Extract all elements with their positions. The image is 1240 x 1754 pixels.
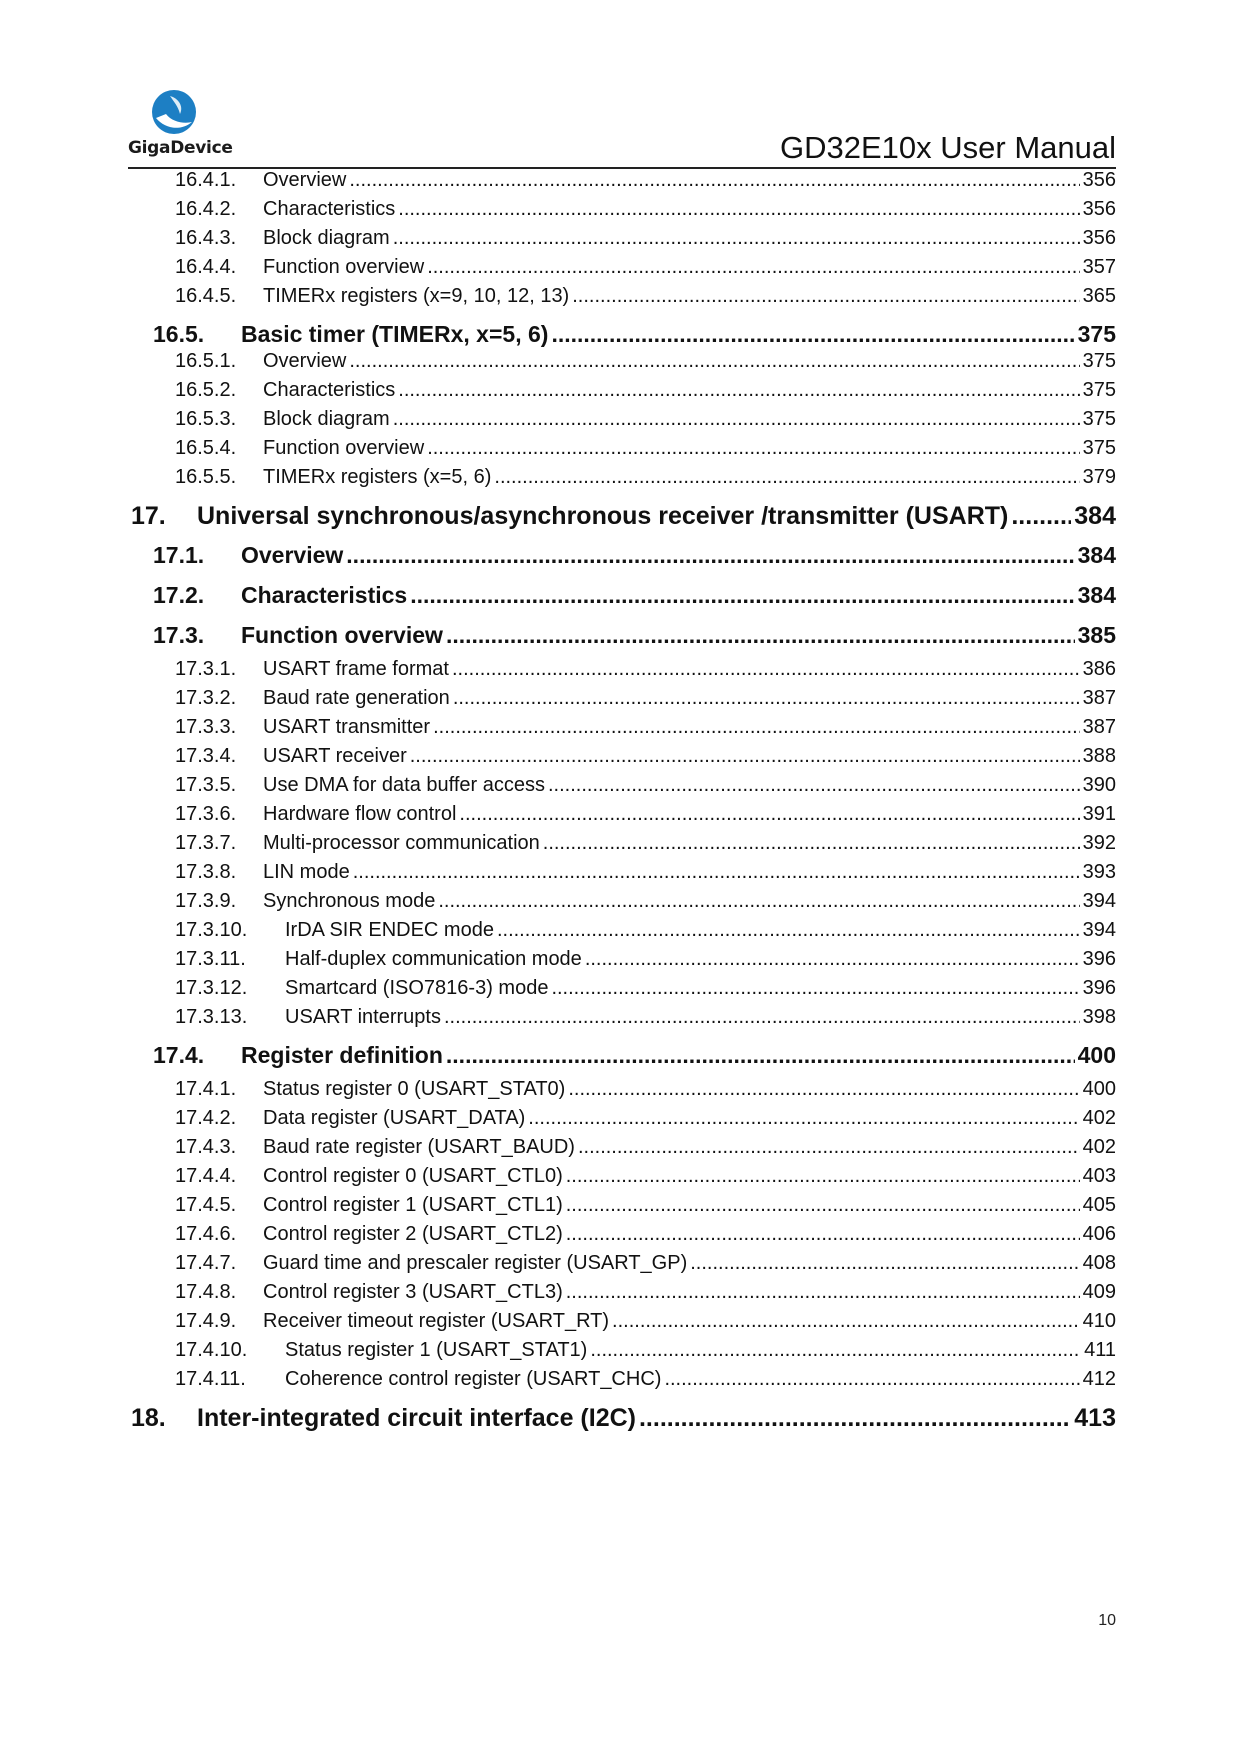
toc-entry-number: 17.4.2. [175, 1107, 237, 1129]
toc-entry-title[interactable]: Baud rate register (USART_BAUD) [263, 1136, 575, 1158]
toc-entry-title[interactable]: Overview [263, 350, 347, 372]
toc-entry-title-line [263, 227, 1083, 250]
toc-entry-number: 17.4.5. [175, 1194, 237, 1216]
toc-entry-page: 384 [1077, 542, 1116, 568]
toc-entry-title-line [263, 285, 1083, 308]
toc-entry-page: 385 [1077, 622, 1116, 648]
toc-entry-number: 17.4.3. [175, 1136, 237, 1158]
toc-entry[interactable] [0, 1368, 1116, 1401]
toc-entry-page: 375 [1077, 321, 1116, 347]
toc-entry-title-line [241, 622, 1078, 649]
toc-entry[interactable] [0, 502, 1116, 542]
toc-entry-title[interactable]: USART interrupts [285, 1006, 441, 1028]
toc-entry-page: 412 [1082, 1368, 1116, 1390]
toc-entry-title[interactable]: TIMERx registers (x=9, 10, 12, 13) [263, 285, 570, 307]
toc-leader-dots [393, 408, 1080, 431]
toc-entry-title-line [263, 658, 1083, 681]
toc-entry-title[interactable]: Inter-integrated circuit interface (I2C) [197, 1404, 636, 1432]
toc-entry-title-line [263, 832, 1083, 855]
toc-entry-title-line [263, 1252, 1083, 1275]
toc-entry-number: 17.4. [153, 1042, 205, 1068]
toc-entry-page: 392 [1082, 832, 1116, 854]
toc-leader-dots [410, 582, 1074, 609]
toc-entry-number: 18. [131, 1404, 166, 1432]
toc-entry-title-line [263, 861, 1083, 884]
toc-entry-number: 17.3. [153, 622, 205, 648]
toc-leader-dots [543, 832, 1080, 855]
toc-leader-dots [346, 542, 1074, 569]
toc-entry-title-line [241, 321, 1078, 348]
toc-entry-title[interactable]: Receiver timeout register (USART_RT) [263, 1310, 610, 1332]
logo-wordmark: GigaDevice [128, 138, 233, 158]
toc-entry-title[interactable]: Multi-processor communication [263, 832, 540, 854]
toc-entry-title[interactable]: Register definition [241, 1042, 443, 1068]
toc-entry-page: 394 [1082, 919, 1116, 941]
toc-entry-number: 17.4.8. [175, 1281, 237, 1303]
toc-entry-title-line [263, 437, 1083, 460]
toc-entry-title-line [263, 169, 1083, 192]
toc-leader-dots [393, 227, 1080, 250]
toc-entry-number: 17.3.7. [175, 832, 237, 854]
toc-entry-page: 394 [1082, 890, 1116, 912]
toc-entry-title-line [197, 1404, 1074, 1433]
toc-entry-number: 17.3.10. [175, 919, 248, 941]
toc-entry-number: 16.5.5. [175, 466, 237, 488]
toc-entry-page: 406 [1082, 1223, 1116, 1245]
toc-leader-dots [566, 1223, 1080, 1246]
toc-entry-number: 17.3.8. [175, 861, 237, 883]
toc-entry-title[interactable]: Coherence control register (USART_CHC) [285, 1368, 662, 1390]
toc-entry-page: 398 [1082, 1006, 1116, 1028]
toc-entry-number: 17.3.1. [175, 658, 237, 680]
toc-entry-number: 17.3.6. [175, 803, 237, 825]
toc-entry-number: 17.3.2. [175, 687, 237, 709]
toc-entry-number: 16.5.1. [175, 350, 237, 372]
toc-leader-dots [568, 1078, 1079, 1101]
toc-leader-dots [349, 350, 1079, 373]
toc-entry-title[interactable]: Control register 1 (USART_CTL1) [263, 1194, 563, 1216]
toc-entry-title-line [285, 948, 1083, 971]
toc-entry-page: 409 [1082, 1281, 1116, 1303]
toc-entry-title-line [263, 716, 1083, 739]
gigadevice-logo-icon [150, 88, 198, 136]
toc-entry-number: 17.3.9. [175, 890, 237, 912]
toc-entry-page: 379 [1082, 466, 1116, 488]
toc-entry-number: 16.5.2. [175, 379, 237, 401]
toc-entry-page: 356 [1082, 227, 1116, 249]
toc-leader-dots [353, 861, 1080, 884]
toc-entry-title[interactable]: Characteristics [263, 379, 396, 401]
toc-leader-dots [446, 1042, 1075, 1069]
toc-leader-dots [494, 466, 1079, 489]
toc-leader-dots [566, 1281, 1080, 1304]
toc-entry-title[interactable]: Status register 0 (USART_STAT0) [263, 1078, 566, 1100]
toc-entry-number: 17.4.11. [175, 1368, 246, 1390]
page-number: 10 [1098, 1612, 1116, 1629]
toc-leader-dots [349, 169, 1079, 192]
toc-entry-title-line [285, 977, 1083, 1000]
toc-entry-title[interactable]: Characteristics [241, 582, 408, 608]
toc-entry-number: 17.3.4. [175, 745, 237, 767]
toc-entry-page: 387 [1082, 716, 1116, 738]
toc-entry-title-line [263, 687, 1083, 710]
toc-leader-dots [459, 803, 1079, 826]
toc-entry-title[interactable]: TIMERx registers (x=5, 6) [263, 466, 492, 488]
toc-leader-dots [578, 1136, 1080, 1159]
toc-entry-title-line [263, 745, 1083, 768]
toc-entry-page: 402 [1082, 1107, 1116, 1129]
toc-entry-title-line [241, 1042, 1078, 1069]
toc-entry-page: 387 [1082, 687, 1116, 709]
toc-leader-dots [427, 437, 1079, 460]
toc-entry-title-line [285, 1339, 1084, 1362]
toc-entry-page: 388 [1082, 745, 1116, 767]
toc-entry-number: 17.2. [153, 582, 205, 608]
toc-entry-title[interactable]: Function overview [263, 437, 425, 459]
toc-entry-title-line [263, 1194, 1083, 1217]
gigadevice-logo [128, 88, 248, 160]
toc-leader-dots [433, 716, 1080, 739]
toc-leader-dots [566, 1194, 1080, 1217]
toc-leader-dots [398, 198, 1079, 221]
toc-entry-number: 16.5.4. [175, 437, 237, 459]
toc-entry-title-line [263, 1281, 1083, 1304]
toc-entry-page: 356 [1082, 198, 1116, 220]
toc-entry-page: 390 [1082, 774, 1116, 796]
toc-entry-page: 410 [1082, 1310, 1116, 1332]
toc-entry-page: 375 [1082, 379, 1116, 401]
toc-leader-dots [438, 890, 1079, 913]
toc-entry-title-line [285, 1368, 1083, 1391]
toc-entry-title[interactable]: IrDA SIR ENDEC mode [285, 919, 494, 941]
toc-entry-number: 17.4.9. [175, 1310, 237, 1332]
toc-entry-page: 413 [1074, 1404, 1116, 1432]
toc-leader-dots [551, 321, 1074, 348]
toc-entry-number: 16.4.2. [175, 198, 237, 220]
toc-entry-title-line [263, 408, 1083, 431]
toc-entry-title-line [263, 379, 1083, 402]
toc-entry-number: 17.4.1. [175, 1078, 237, 1100]
toc-entry-number: 17.4.10. [175, 1339, 248, 1361]
toc-entry-title[interactable]: Guard time and prescaler register (USART_GP) [263, 1252, 688, 1274]
toc-entry-title[interactable]: Universal synchronous/asynchronous receiver /transmitter (USART) [197, 502, 1009, 530]
toc-entry-title[interactable]: Characteristics [263, 198, 396, 220]
toc-entry-number: 17.3.5. [175, 774, 237, 796]
toc-entry-title[interactable]: Overview [241, 542, 344, 568]
toc-entry-title-line [285, 919, 1083, 942]
toc-entry-page: 396 [1082, 977, 1116, 999]
toc-entry-title[interactable]: Basic timer (TIMERx, x=5, 6) [241, 321, 549, 347]
toc-entry-page: 411 [1084, 1339, 1116, 1361]
toc-entry-title[interactable]: Status register 1 (USART_STAT1) [285, 1339, 588, 1361]
toc-leader-dots [664, 1368, 1079, 1391]
toc-entry-title-line [263, 890, 1083, 913]
toc-entry-number: 17.3.13. [175, 1006, 248, 1028]
toc-entry-title-line [263, 466, 1083, 489]
toc-entry-page: 356 [1082, 169, 1116, 191]
toc-entry-page: 408 [1082, 1252, 1116, 1274]
toc-entry-number: 16.4.5. [175, 285, 237, 307]
toc-entry-title-line [241, 582, 1078, 609]
toc-entry-title[interactable]: Overview [263, 169, 347, 191]
toc-entry-page: 357 [1082, 256, 1116, 278]
toc-entry-title-line [197, 502, 1074, 531]
toc-entry-page: 400 [1077, 1042, 1116, 1068]
toc-entry-number: 17.4.4. [175, 1165, 237, 1187]
toc-entry-title[interactable]: Baud rate generation [263, 687, 450, 709]
toc-leader-dots [690, 1252, 1079, 1275]
toc-entry-title-line [263, 1136, 1083, 1159]
toc-entry-title-line [263, 1107, 1083, 1130]
toc-entry-number: 17. [131, 502, 166, 530]
toc-entry-title-line [263, 1078, 1083, 1101]
toc-entry-page: 375 [1082, 408, 1116, 430]
toc-entry-number: 17.3.11. [175, 948, 246, 970]
toc-entry[interactable] [0, 582, 1116, 622]
toc-entry-title[interactable]: USART receiver [263, 745, 407, 767]
toc-entry-title-line [263, 198, 1083, 221]
toc-entry-page: 386 [1082, 658, 1116, 680]
toc-entry-number: 16.4.4. [175, 256, 237, 278]
toc-leader-dots [444, 1006, 1080, 1029]
toc-entry-page: 396 [1082, 948, 1116, 970]
toc-entry-title[interactable]: LIN mode [263, 861, 350, 883]
toc-entry-page: 375 [1082, 350, 1116, 372]
toc-entry-page: 391 [1082, 803, 1116, 825]
toc-entry[interactable] [0, 1006, 1116, 1039]
toc-entry-title-line [263, 774, 1083, 797]
toc-entry-page: 375 [1082, 437, 1116, 459]
toc-leader-dots [612, 1310, 1080, 1333]
toc-entry-title[interactable]: Synchronous mode [263, 890, 436, 912]
toc-entry-title[interactable]: Control register 3 (USART_CTL3) [263, 1281, 563, 1303]
toc-leader-dots [585, 948, 1080, 971]
toc-leader-dots [548, 774, 1080, 797]
toc-entry-title[interactable]: Block diagram [263, 227, 390, 249]
toc-entry-title-line [263, 350, 1083, 373]
toc-entry-number: 16.4.3. [175, 227, 237, 249]
toc-entry-title[interactable]: Function overview [241, 622, 443, 648]
toc-entry-page: 400 [1082, 1078, 1116, 1100]
toc-entry-page: 402 [1082, 1136, 1116, 1158]
toc-entry[interactable] [0, 622, 1116, 662]
toc-entry-number: 17.4.7. [175, 1252, 237, 1274]
toc-entry-title[interactable]: Use DMA for data buffer access [263, 774, 545, 796]
toc-leader-dots [497, 919, 1080, 942]
toc-entry-title-line [241, 542, 1078, 569]
toc-entry[interactable] [0, 466, 1116, 499]
toc-entry-title-line [263, 1165, 1083, 1188]
toc-entry-page: 384 [1077, 582, 1116, 608]
toc-entry-number: 17.3.3. [175, 716, 237, 738]
toc-entry-page: 384 [1074, 502, 1116, 530]
toc-leader-dots [528, 1107, 1079, 1130]
toc-entry[interactable] [0, 542, 1116, 582]
toc-entry-number: 16.5. [153, 321, 205, 347]
toc-entry-title-line [263, 1310, 1083, 1333]
toc-entry-title[interactable]: USART transmitter [263, 716, 431, 738]
document-title: GD32E10x User Manual [780, 130, 1116, 165]
toc-entry-title[interactable]: Data register (USART_DATA) [263, 1107, 526, 1129]
toc-entry-page: 365 [1082, 285, 1116, 307]
toc-leader-dots [551, 977, 1079, 1000]
toc-entry-number: 17.3.12. [175, 977, 248, 999]
toc-leader-dots [566, 1165, 1080, 1188]
toc-leader-dots [639, 1404, 1071, 1433]
toc-entry-title-line [285, 1006, 1083, 1029]
toc-leader-dots [427, 256, 1079, 279]
toc-entry-title-line [263, 1223, 1083, 1246]
toc-leader-dots [410, 745, 1080, 768]
toc-entry-title[interactable]: USART frame format [263, 658, 449, 680]
toc-entry-title[interactable]: Hardware flow control [263, 803, 457, 825]
toc-entry-page: 405 [1082, 1194, 1116, 1216]
toc-entry-number: 17.4.6. [175, 1223, 237, 1245]
toc-entry-page: 403 [1082, 1165, 1116, 1187]
toc-entry[interactable] [0, 285, 1116, 318]
toc-leader-dots [1011, 502, 1071, 531]
toc-entry[interactable] [0, 1042, 1116, 1082]
toc-leader-dots [572, 285, 1079, 308]
toc-leader-dots [590, 1339, 1081, 1362]
toc-entry-number: 16.4.1. [175, 169, 237, 191]
toc-entry-title[interactable]: Function overview [263, 256, 425, 278]
toc-leader-dots [398, 379, 1079, 402]
toc-entry-title[interactable]: Smartcard (ISO7816-3) mode [285, 977, 549, 999]
toc-leader-dots [453, 687, 1080, 710]
toc-entry[interactable] [0, 1404, 1116, 1444]
toc-entry-page: 393 [1082, 861, 1116, 883]
toc-entry-title[interactable]: Control register 0 (USART_CTL0) [263, 1165, 563, 1187]
toc-leader-dots [446, 622, 1075, 649]
toc-entry-title-line [263, 803, 1083, 826]
toc-entry-number: 17.1. [153, 542, 205, 568]
toc-entry-title[interactable]: Control register 2 (USART_CTL2) [263, 1223, 563, 1245]
toc-entry-title[interactable]: Half-duplex communication mode [285, 948, 582, 970]
toc-leader-dots [452, 658, 1080, 681]
toc-entry-title[interactable]: Block diagram [263, 408, 390, 430]
toc-entry-number: 16.5.3. [175, 408, 237, 430]
toc-entry-title-line [263, 256, 1083, 279]
